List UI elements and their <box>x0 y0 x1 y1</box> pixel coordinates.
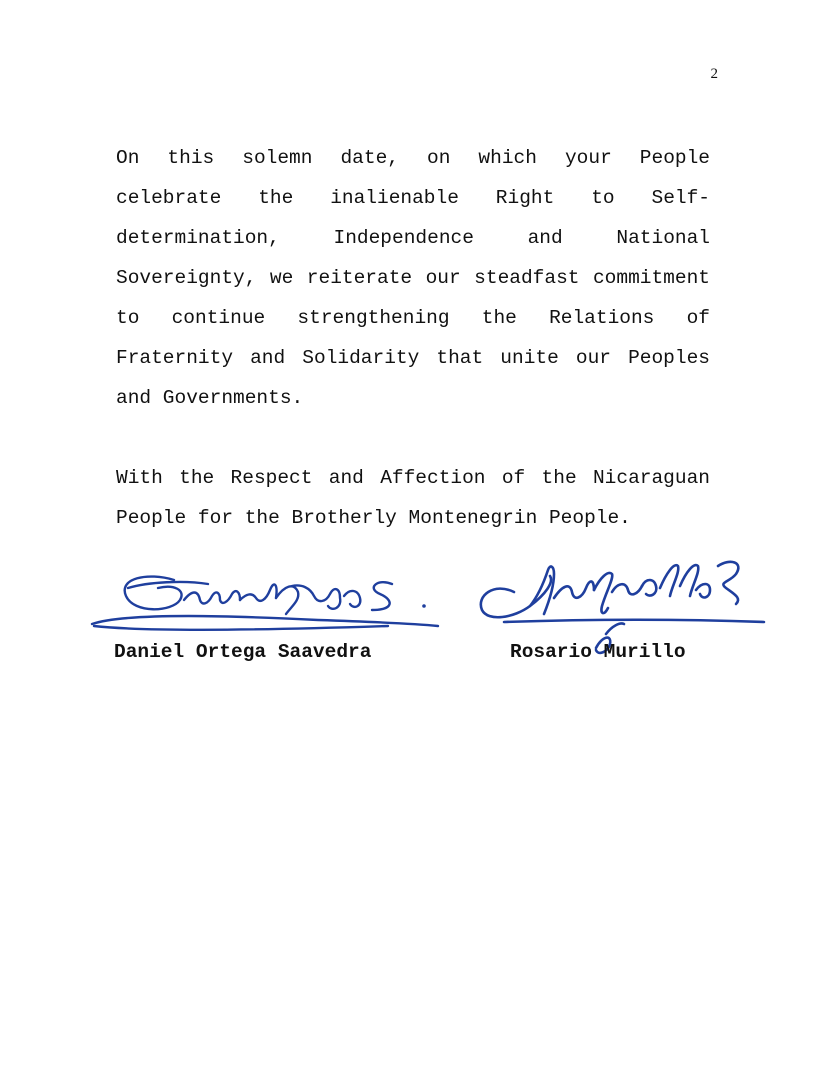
signature-strokes <box>92 577 438 630</box>
signer-name-ortega: Daniel Ortega Saavedra <box>114 641 372 663</box>
letter-body <box>116 138 710 538</box>
signature-strokes <box>481 562 764 653</box>
letter-paragraph: With the Respect and Affection of the Nicaraguan People for the Brotherly Montenegrin People. <box>116 467 710 529</box>
page-number: 2 <box>710 66 718 82</box>
letter-paragraph: On this solemn date, on which your People celebrate the inalienable Right to Self-determination, Independence and National Sovereignty, we reiterate our steadfast commitment to continue strengthening the Relations of Fraternity and Solidarity that unite our Peoples and Governments. <box>116 147 710 409</box>
signature-ortega <box>88 566 440 638</box>
signer-name-murillo: Rosario Murillo <box>510 641 686 663</box>
